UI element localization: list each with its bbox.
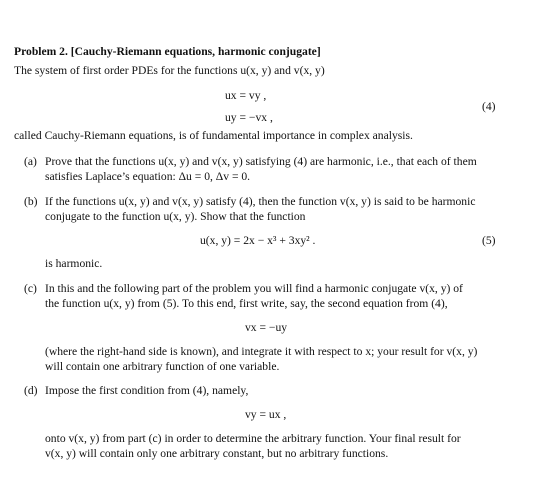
part-d-line-1: Impose the first condition from (4), namely,: [45, 384, 249, 397]
part-d-line-2: onto v(x, y) from part (c) in order to determine the arbitrary function. Your final result for: [45, 432, 461, 445]
system-equation-2: uy = −vx ,: [225, 111, 273, 124]
system-equation-1: ux = vy ,: [225, 89, 267, 102]
part-a-line-1: Prove that the functions u(x, y) and v(x, y) satisfying (4) are harmonic, i.e., that each of them: [45, 155, 477, 168]
part-c-label: (c): [24, 282, 37, 295]
part-c-line-3: (where the right-hand side is known), and integrate it with respect to x; your result for v(x, y): [45, 345, 478, 358]
part-c-equation: vx = −uy: [245, 321, 288, 334]
part-c-line-4: will contain one arbitrary function of one variable.: [45, 360, 280, 373]
part-a-line-2: satisfies Laplace’s equation: Δu = 0, Δv = 0.: [45, 170, 251, 183]
part-d-line-3: v(x, y) will contain only one arbitrary constant, but no arbitrary functions.: [45, 447, 389, 460]
part-a-label: (a): [24, 155, 37, 168]
part-b-equation-number: (5): [482, 234, 496, 247]
part-d-label: (d): [24, 384, 38, 397]
part-b-after: is harmonic.: [45, 257, 103, 270]
problem-title: Problem 2. [Cauchy-Riemann equations, harmonic conjugate]: [14, 45, 321, 58]
part-b-line-2: conjugate to the function u(x, y). Show that the function: [45, 210, 306, 223]
part-b-label: (b): [24, 195, 38, 208]
part-d-equation: vy = ux ,: [245, 408, 287, 421]
part-c-line-2: the function u(x, y) from (5). To this end, first write, say, the second equation from (4),: [45, 297, 448, 310]
part-b-equation: u(x, y) = 2x − x³ + 3xy² .: [200, 234, 316, 247]
called-line: called Cauchy-Riemann equations, is of fundamental importance in complex analysis.: [14, 129, 413, 142]
system-equation-number: (4): [482, 100, 496, 113]
part-c-line-1: In this and the following part of the problem you will find a harmonic conjugate v(x, y) of: [45, 282, 463, 295]
part-b-line-1: If the functions u(x, y) and v(x, y) satisfy (4), then the function v(x, y) is said to be harmonic: [45, 195, 476, 208]
problem-intro: The system of first order PDEs for the functions u(x, y) and v(x, y): [14, 64, 325, 77]
